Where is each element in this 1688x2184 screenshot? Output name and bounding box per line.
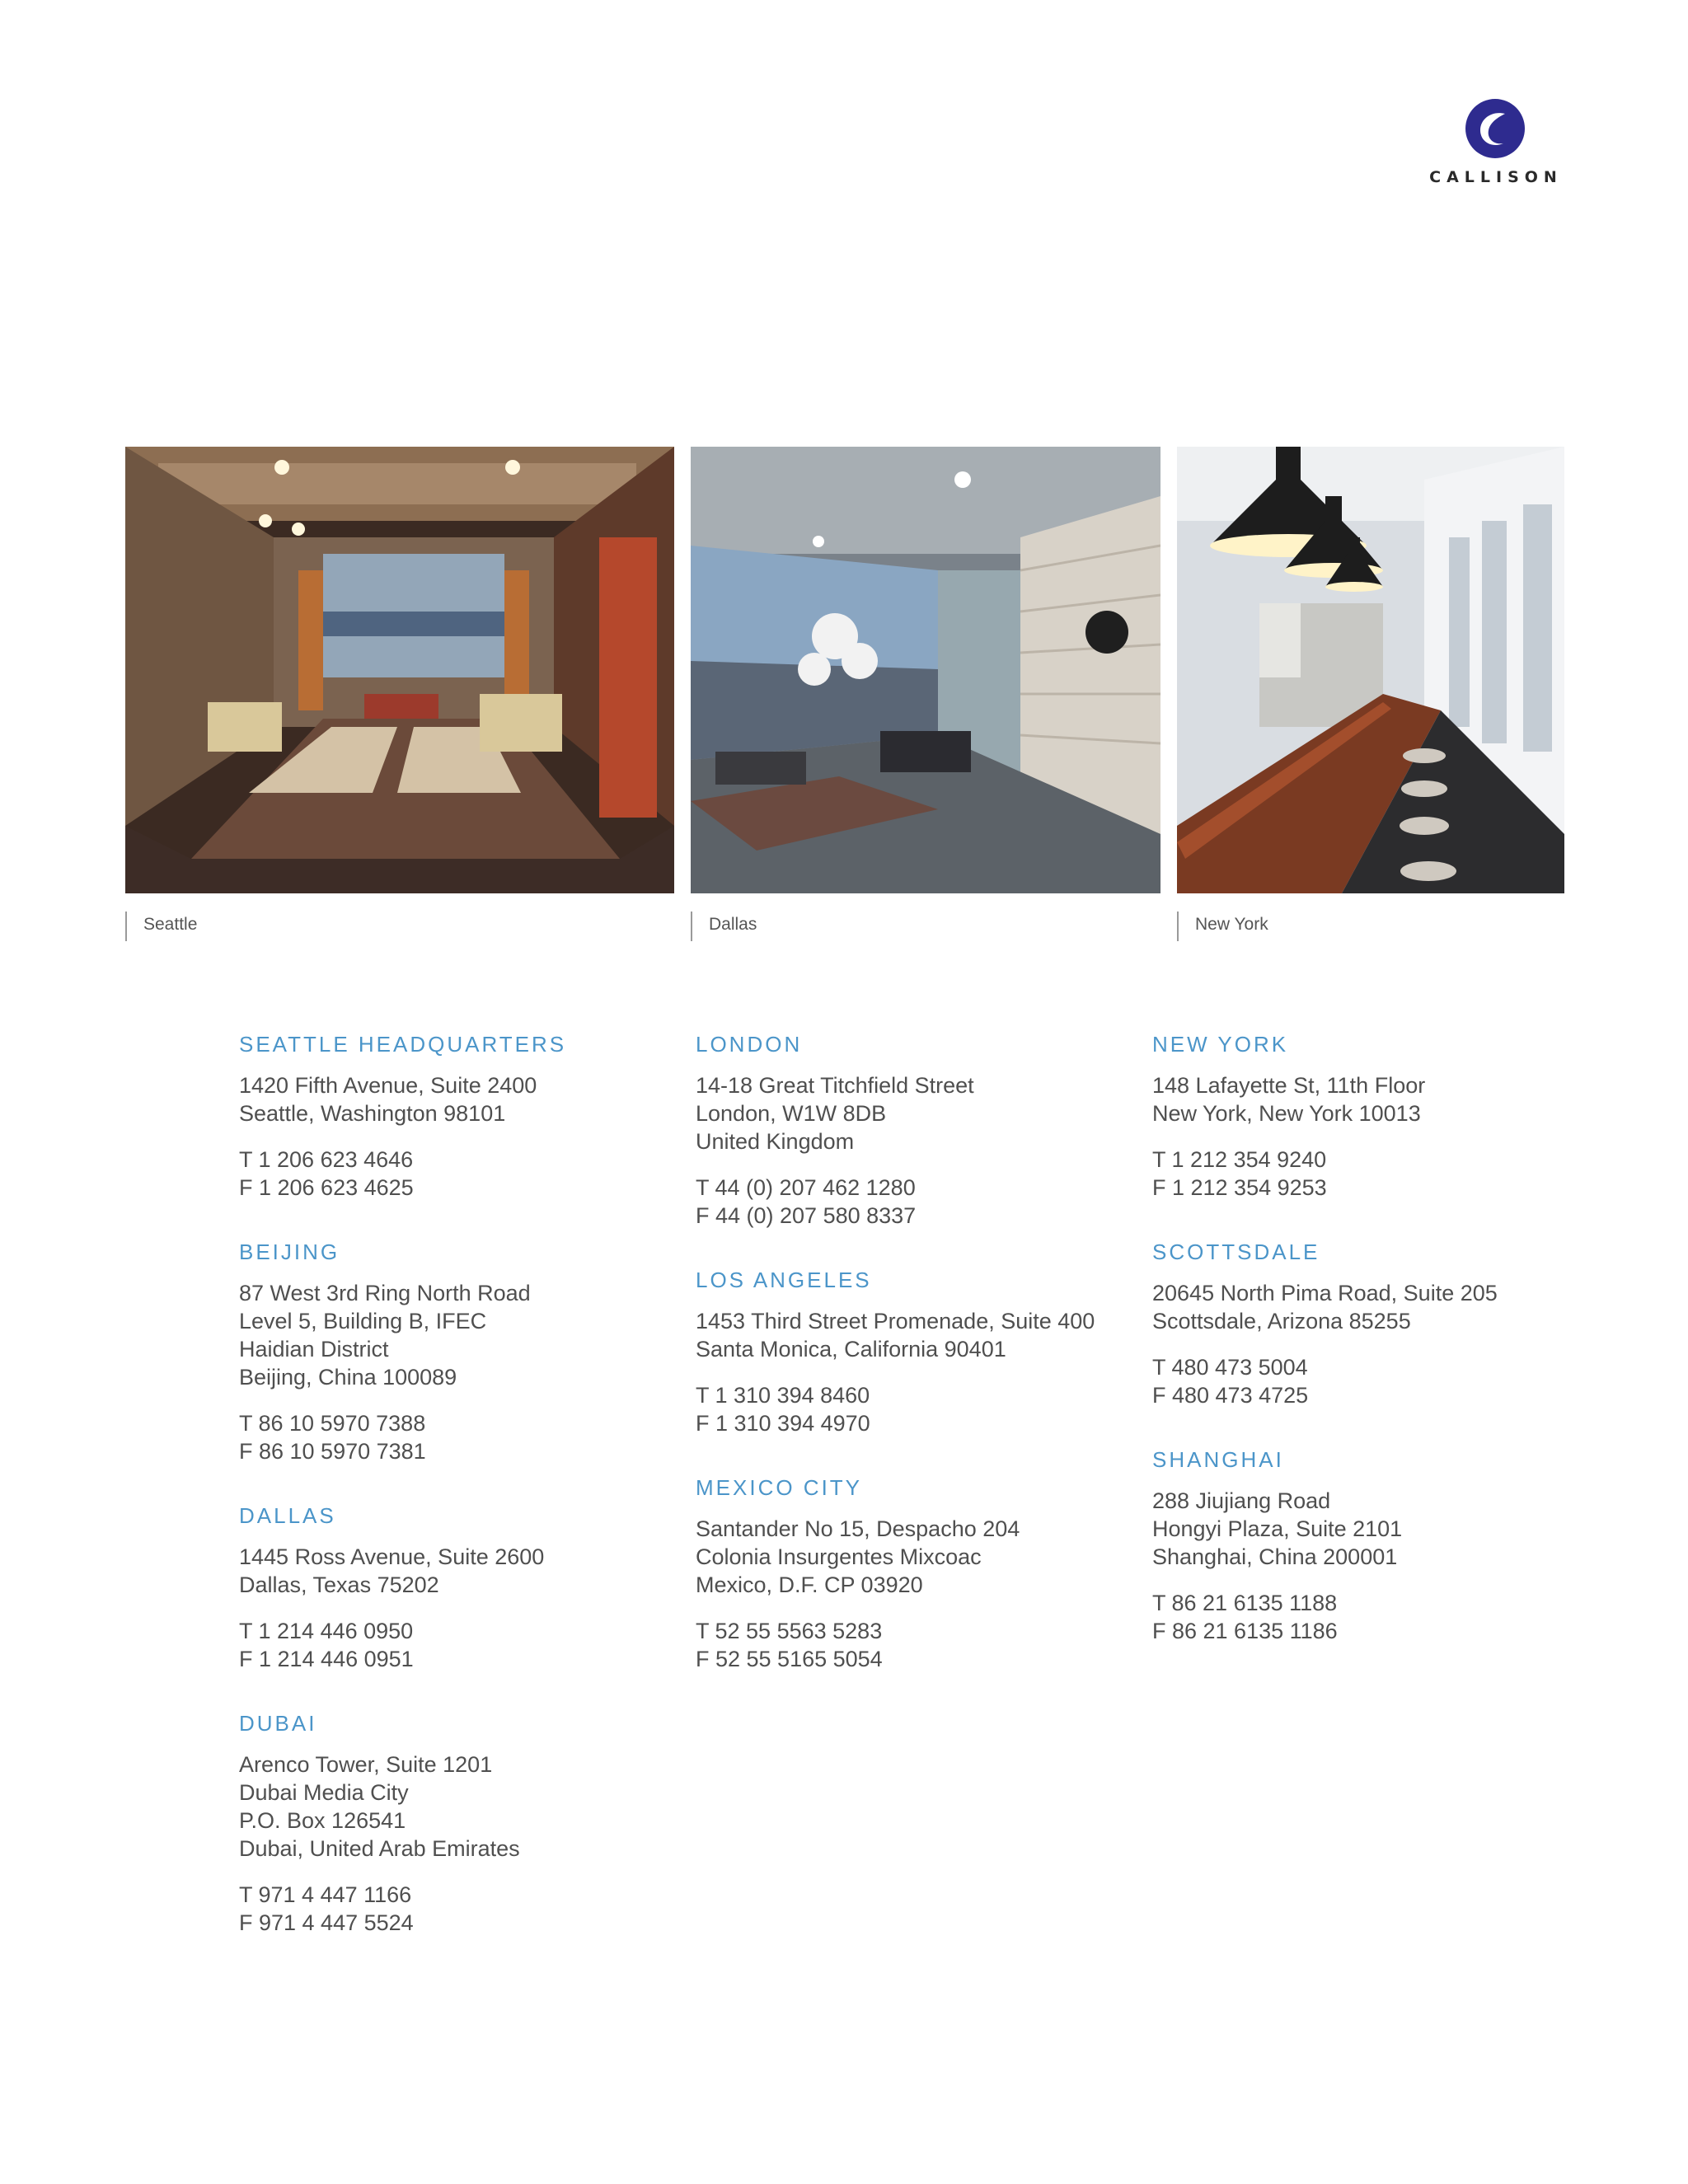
spacer <box>696 1155 1124 1174</box>
office-address-line: Santa Monica, California 90401 <box>696 1337 1006 1361</box>
office-phone: T 971 4 447 1166 <box>239 1882 412 1907</box>
callison-wordmark: CALLISON <box>1429 168 1563 186</box>
office-address-line: United Kingdom <box>696 1129 855 1154</box>
photo-seattle-office <box>125 447 674 893</box>
office-name: LOS ANGELES <box>696 1268 872 1292</box>
office-phone: T 1 206 623 4646 <box>239 1147 414 1172</box>
office-name: SEATTLE HEADQUARTERS <box>239 1032 567 1057</box>
office-name: DALLAS <box>239 1503 336 1528</box>
office-address-line: P.O. Box 126541 <box>239 1808 406 1833</box>
office-fax: F 86 21 6135 1186 <box>1152 1619 1338 1643</box>
office-address-line: Dubai, United Arab Emirates <box>239 1836 520 1861</box>
office-listing <box>696 1474 1124 1673</box>
office-listing <box>696 1266 1124 1437</box>
office-address-line: 20645 North Pima Road, Suite 205 <box>1152 1281 1498 1305</box>
office-phone: T 1 212 354 9240 <box>1152 1147 1327 1172</box>
spacer <box>1152 1127 1581 1146</box>
spacer <box>239 1391 668 1409</box>
office-address-line: 87 West 3rd Ring North Road <box>239 1281 531 1305</box>
office-name: MEXICO CITY <box>696 1475 863 1500</box>
office-address-line: 1445 Ross Avenue, Suite 2600 <box>239 1544 545 1569</box>
spacer <box>696 1363 1124 1381</box>
office-fax: F 1 212 354 9253 <box>1152 1175 1327 1200</box>
spacer <box>1152 1571 1581 1589</box>
office-address-line: Seattle, Washington 98101 <box>239 1101 506 1126</box>
office-address-line: Shanghai, China 200001 <box>1152 1544 1398 1569</box>
office-address-line: 1453 Third Street Promenade, Suite 400 <box>696 1309 1095 1333</box>
office-fax: F 1 206 623 4625 <box>239 1175 414 1200</box>
office-listing <box>239 1238 668 1465</box>
office-name: LONDON <box>696 1032 803 1057</box>
office-fax: F 44 (0) 207 580 8337 <box>696 1203 917 1228</box>
office-address-line: 288 Jiujiang Road <box>1152 1488 1331 1513</box>
photo-dallas-office <box>691 447 1160 893</box>
photo-caption-newyork: New York <box>1177 912 1268 941</box>
spacer <box>696 1599 1124 1617</box>
office-name: SHANGHAI <box>1152 1447 1284 1472</box>
photo-caption-dallas: Dallas <box>691 912 757 941</box>
callison-logo-mark-icon <box>1464 97 1526 160</box>
office-fax: F 1 214 446 0951 <box>239 1647 414 1671</box>
office-address-line: 148 Lafayette St, 11th Floor <box>1152 1073 1426 1098</box>
photo-caption-seattle: Seattle <box>125 912 197 941</box>
spacer <box>239 1127 668 1146</box>
office-listing <box>239 1709 668 1937</box>
office-address-line: Santander No 15, Despacho 204 <box>696 1516 1020 1541</box>
office-listing <box>1152 1446 1581 1645</box>
office-address-line: Beijing, China 100089 <box>239 1365 457 1390</box>
office-column-2 <box>696 1030 1124 1709</box>
office-address-line: 1420 Fifth Avenue, Suite 2400 <box>239 1073 537 1098</box>
office-fax: F 480 473 4725 <box>1152 1383 1309 1408</box>
office-column-3 <box>1152 1030 1581 1681</box>
office-name: DUBAI <box>239 1711 317 1736</box>
office-listing <box>239 1030 668 1202</box>
office-fax: F 971 4 447 5524 <box>239 1910 414 1935</box>
spacer <box>239 1863 668 1881</box>
photo-newyork-office <box>1177 447 1564 893</box>
office-phone: T 86 21 6135 1188 <box>1152 1591 1338 1615</box>
office-address-line: Level 5, Building B, IFEC <box>239 1309 487 1333</box>
office-fax: F 1 310 394 4970 <box>696 1411 870 1436</box>
office-name: BEIJING <box>239 1240 340 1264</box>
office-column-1 <box>239 1030 668 1973</box>
office-address-line: Dubai Media City <box>239 1780 409 1805</box>
office-phone: T 1 310 394 8460 <box>696 1383 870 1408</box>
office-address-line: Colonia Insurgentes Mixcoac <box>696 1544 982 1569</box>
office-address-line: Mexico, D.F. CP 03920 <box>696 1572 923 1597</box>
office-listing <box>696 1030 1124 1230</box>
office-address-line: New York, New York 10013 <box>1152 1101 1421 1126</box>
office-name: SCOTTSDALE <box>1152 1240 1320 1264</box>
office-listing <box>239 1502 668 1673</box>
office-phone: T 1 214 446 0950 <box>239 1619 414 1643</box>
office-address-line: Dallas, Texas 75202 <box>239 1572 439 1597</box>
office-address-line: Hongyi Plaza, Suite 2101 <box>1152 1516 1403 1541</box>
office-phone: T 52 55 5563 5283 <box>696 1619 883 1643</box>
office-phone: T 480 473 5004 <box>1152 1355 1308 1380</box>
office-address-line: Haidian District <box>239 1337 389 1361</box>
callison-logo <box>1419 97 1573 193</box>
office-fax: F 86 10 5970 7381 <box>239 1439 426 1464</box>
office-address-line: 14-18 Great Titchfield Street <box>696 1073 974 1098</box>
office-address-line: Arenco Tower, Suite 1201 <box>239 1752 493 1777</box>
office-phone: T 44 (0) 207 462 1280 <box>696 1175 916 1200</box>
office-name: NEW YORK <box>1152 1032 1289 1057</box>
spacer <box>1152 1335 1581 1353</box>
office-address-line: London, W1W 8DB <box>696 1101 887 1126</box>
office-phone: T 86 10 5970 7388 <box>239 1411 426 1436</box>
spacer <box>239 1599 668 1617</box>
office-listing <box>1152 1030 1581 1202</box>
office-listing <box>1152 1238 1581 1409</box>
office-fax: F 52 55 5165 5054 <box>696 1647 883 1671</box>
office-address-line: Scottsdale, Arizona 85255 <box>1152 1309 1411 1333</box>
